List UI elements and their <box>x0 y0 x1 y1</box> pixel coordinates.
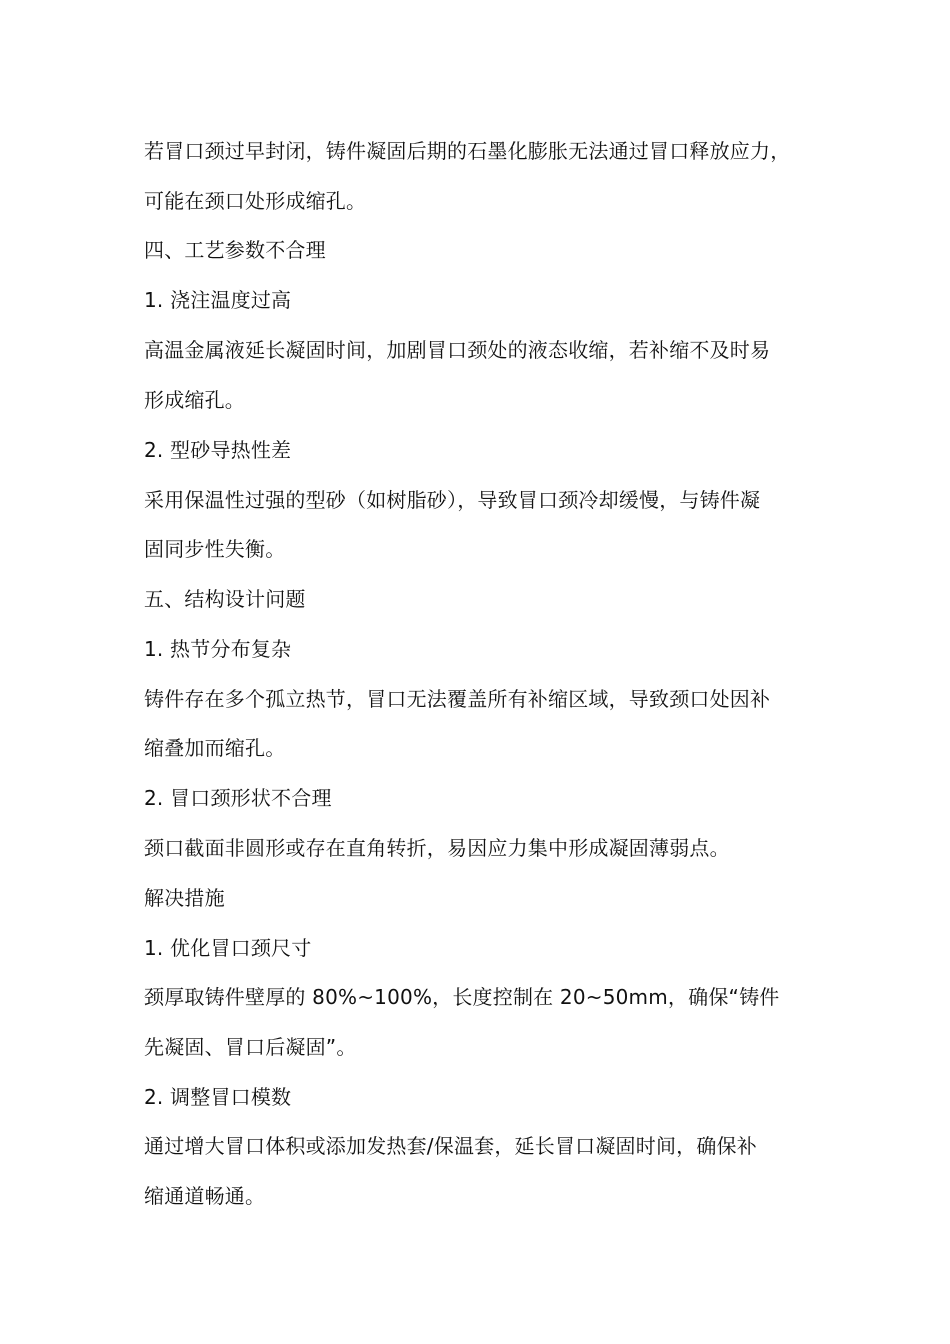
paragraph-line: 缩叠加而缩孔。 <box>144 736 286 760</box>
subsection-heading: 2. 调整冒口模数 <box>144 1085 292 1109</box>
paragraph-line: 形成缩孔。 <box>144 388 245 412</box>
paragraph-line: 通过增大冒口体积或添加发热套/保温套，延长冒口凝固时间，确保补 <box>144 1134 757 1158</box>
paragraph-line: 若冒口颈过早封闭，铸件凝固后期的石墨化膨胀无法通过冒口释放应力， <box>144 139 791 163</box>
paragraph-line: 可能在颈口处形成缩孔。 <box>144 189 367 213</box>
subsection-heading: 1. 优化冒口颈尺寸 <box>144 936 312 960</box>
subsection-heading: 1. 热节分布复杂 <box>144 637 292 661</box>
subsection-heading: 2. 型砂导热性差 <box>144 438 292 462</box>
paragraph-line: 颈口截面非圆形或存在直角转折，易因应力集中形成凝固薄弱点。 <box>144 836 730 860</box>
section-heading: 五、结构设计问题 <box>144 587 306 611</box>
section-heading: 解决措施 <box>144 886 225 910</box>
section-heading: 四、工艺参数不合理 <box>144 238 326 262</box>
paragraph-line: 颈厚取铸件壁厚的 80%~100%，长度控制在 20~50mm，确保“铸件 <box>144 985 780 1009</box>
paragraph-line: 采用保温性过强的型砂（如树脂砂），导致冒口颈冷却缓慢，与铸件凝 <box>144 488 761 512</box>
paragraph-line: 固同步性失衡。 <box>144 537 286 561</box>
paragraph-line: 先凝固、冒口后凝固”。 <box>144 1035 357 1059</box>
paragraph-line: 缩通道畅通。 <box>144 1184 266 1208</box>
subsection-heading: 2. 冒口颈形状不合理 <box>144 786 332 810</box>
paragraph-line: 高温金属液延长凝固时间，加剧冒口颈处的液态收缩，若补缩不及时易 <box>144 338 771 362</box>
subsection-heading: 1. 浇注温度过高 <box>144 288 292 312</box>
paragraph-line: 铸件存在多个孤立热节，冒口无法覆盖所有补缩区域，导致颈口处因补 <box>144 687 771 711</box>
